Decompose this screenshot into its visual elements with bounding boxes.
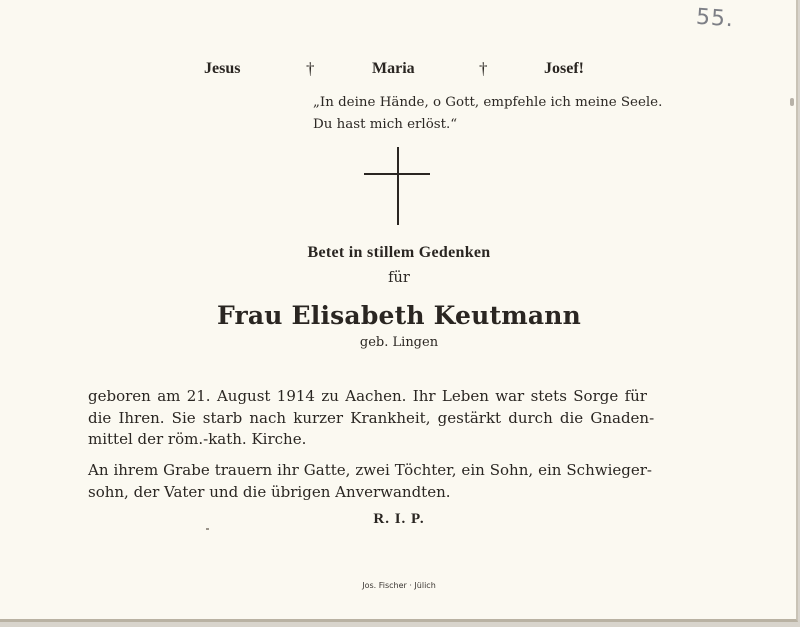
- dagger-icon: †: [306, 59, 315, 78]
- maiden-name: geb. Lingen: [359, 335, 439, 350]
- mourners-paragraph: [88, 460, 713, 503]
- quote-line: „In deine Hände, o Gott, empfehle ich meine Seele.: [313, 95, 663, 110]
- for-label: für: [388, 270, 410, 286]
- header-josef: Josef!: [544, 60, 584, 77]
- paper-smudge: [206, 528, 209, 530]
- header-jesus: Jesus: [204, 60, 241, 77]
- cross-icon: [364, 147, 430, 225]
- header-maria: Maria: [372, 60, 415, 77]
- paragraph-line: sohn, der Vater und die übrigen Anverwandten.: [88, 482, 451, 501]
- paragraph-line: An ihrem Grabe trauern ihr Gatte, zwei Töchter, ein Sohn, ein Schwieger-: [88, 461, 652, 479]
- pencil-annotation: 55.: [695, 4, 735, 33]
- dagger-icon: †: [479, 59, 488, 78]
- printer-imprint: Jos. Fischer · Jülich: [362, 581, 436, 590]
- deceased-name: Frau Elisabeth Keutmann: [216, 301, 582, 330]
- paragraph-line: geboren am 21. August 1914 zu Aachen. Ihr Leben war stets Sorge für: [88, 387, 647, 405]
- paragraph-line: mittel der röm.-kath. Kirche.: [88, 430, 307, 448]
- life-paragraph: [88, 386, 713, 451]
- paper-speck: [790, 98, 794, 106]
- scripture-quote: [313, 92, 662, 136]
- rip-closing: R. I. P.: [373, 511, 425, 527]
- quote-line: Du hast mich erlöst.“: [313, 117, 458, 132]
- prayer-intro: Betet in stillem Gedenken: [307, 244, 491, 261]
- paragraph-line: die Ihren. Sie starb nach kurzer Krankheit, gestärkt durch die Gnaden-: [88, 408, 655, 427]
